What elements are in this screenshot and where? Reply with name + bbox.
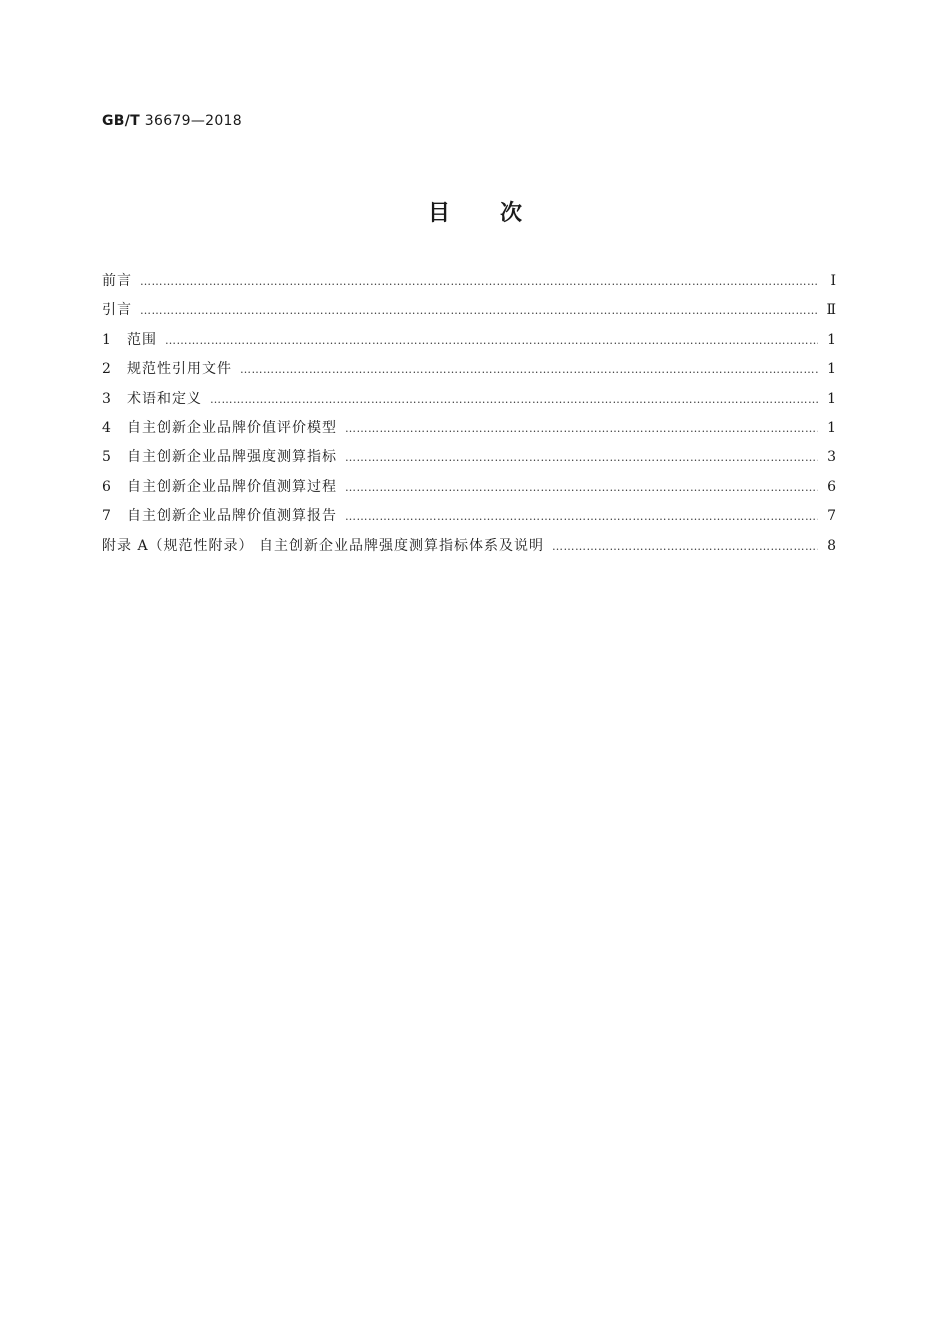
toc-entry-page: 1 <box>827 419 836 436</box>
toc-entry-label: 附录 A（规范性附录） 自主创新企业品牌强度测算指标体系及说明 <box>102 537 545 554</box>
toc-entry-4[interactable] <box>102 417 836 446</box>
toc-entry-label: 引言 <box>102 302 132 319</box>
standard-code-prefix: GB/T <box>102 113 141 129</box>
toc-entry-page: 3 <box>827 449 836 466</box>
toc-entry-2[interactable] <box>102 358 836 387</box>
toc-leader-dots <box>140 304 818 317</box>
standard-code-number: 36679—2018 <box>144 113 242 129</box>
toc-entry-page: Ⅰ <box>830 273 836 289</box>
toc-leader-dots <box>345 451 818 464</box>
toc-leader-dots <box>165 334 818 347</box>
page-title: 目次 <box>427 201 572 226</box>
toc-entry-7[interactable] <box>102 505 836 534</box>
toc-entry-appendix-a[interactable] <box>102 535 836 564</box>
toc-entry-page: 1 <box>827 361 836 378</box>
toc-leader-dots <box>345 510 818 523</box>
toc-entry-number: 4 <box>102 419 111 436</box>
toc-entry-5[interactable] <box>102 446 836 475</box>
toc-leader-dots <box>140 275 818 288</box>
toc-entry-number: 2 <box>102 361 111 378</box>
toc-entry-label: 范围 <box>127 331 157 348</box>
toc-entry-3[interactable] <box>102 388 836 417</box>
toc-leader-dots <box>240 363 818 376</box>
toc-entry-number: 5 <box>102 449 111 466</box>
toc-entry-label: 自主创新企业品牌价值测算过程 <box>127 478 337 495</box>
toc-entry-label: 术语和定义 <box>127 390 202 407</box>
toc-entry-page: 8 <box>827 537 836 554</box>
toc-entry-6[interactable] <box>102 476 836 505</box>
standard-code <box>102 113 242 129</box>
toc-entry-label: 自主创新企业品牌价值测算报告 <box>127 508 337 525</box>
toc-entry-number: 1 <box>102 331 111 348</box>
toc-entry-label: 前言 <box>102 273 132 289</box>
toc-entry-foreword[interactable] <box>102 270 836 299</box>
toc-entry-page: Ⅱ <box>826 302 836 319</box>
toc-entry-label: 自主创新企业品牌价值评价模型 <box>127 419 337 436</box>
toc-leader-dots <box>210 393 818 406</box>
toc-entry-number: 3 <box>102 390 111 407</box>
toc-entry-page: 6 <box>827 478 836 495</box>
toc-leader-dots <box>552 540 818 553</box>
toc-entry-page: 1 <box>827 331 836 348</box>
toc-entry-label: 规范性引用文件 <box>127 361 232 378</box>
toc-entry-label: 自主创新企业品牌强度测算指标 <box>127 449 337 466</box>
toc-entry-number: 7 <box>102 508 111 525</box>
toc-leader-dots <box>345 481 818 494</box>
toc-leader-dots <box>345 422 818 435</box>
toc-entry-page: 1 <box>827 390 836 407</box>
table-of-contents <box>102 270 836 564</box>
toc-entry-1[interactable] <box>102 329 836 358</box>
toc-entry-introduction[interactable] <box>102 299 836 328</box>
toc-entry-number: 6 <box>102 478 111 495</box>
toc-entry-page: 7 <box>827 508 836 525</box>
